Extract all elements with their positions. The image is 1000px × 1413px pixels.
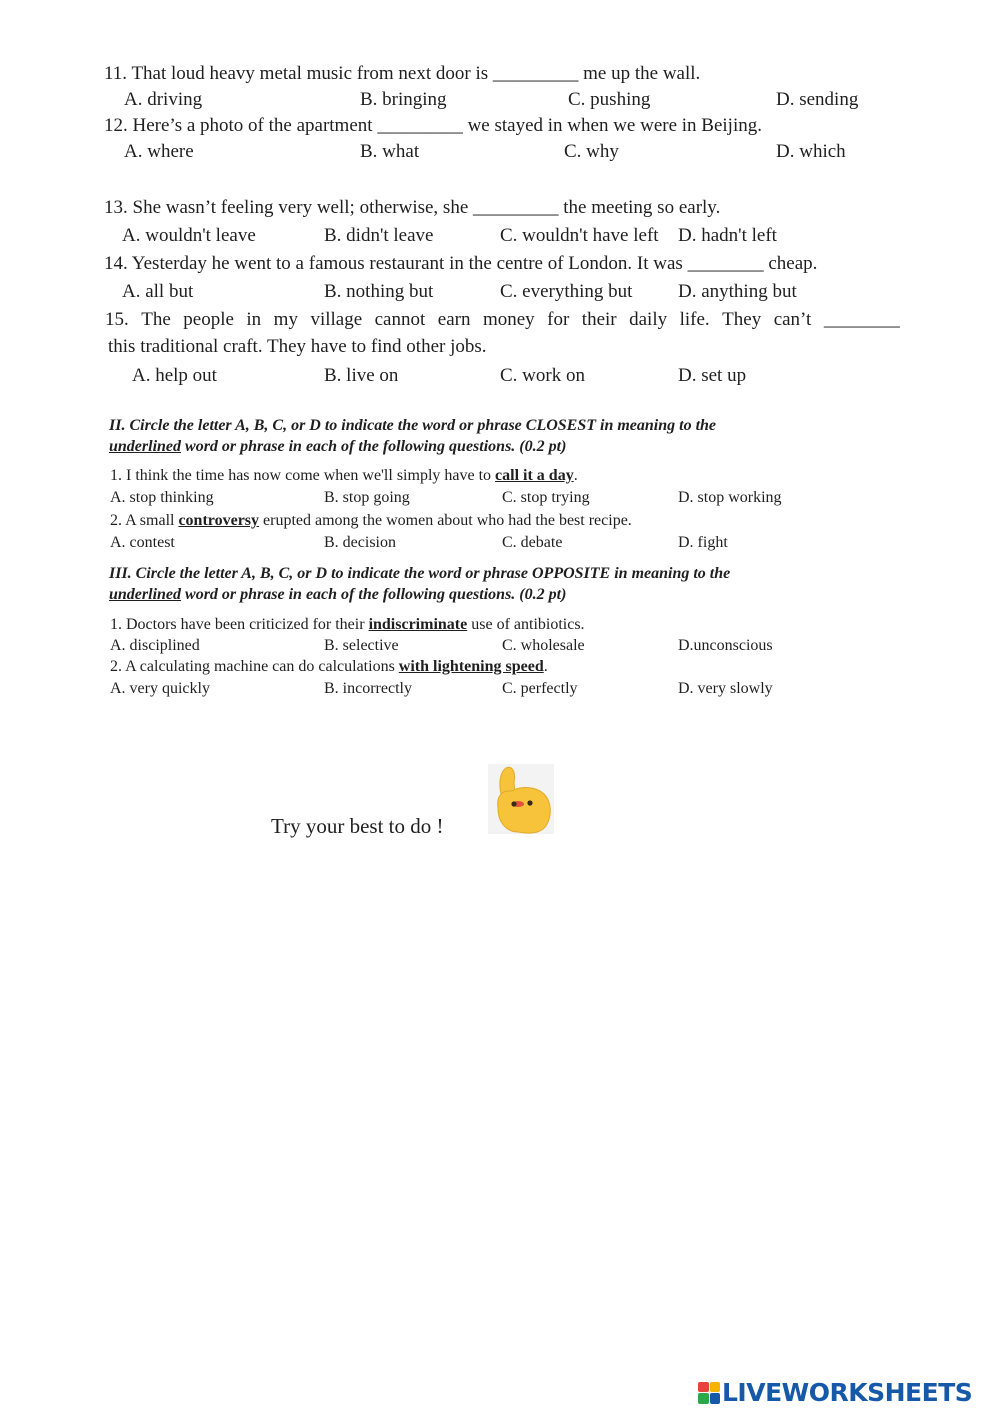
s2-q1-option-b[interactable]: B. stop going (324, 489, 410, 506)
raised-hand-emoji-icon (488, 764, 554, 834)
q14-option-d[interactable]: D. anything but (678, 281, 797, 302)
q13-stem: 13. She wasn’t feeling very well; otherwise, she _________ the meeting so early. (104, 197, 721, 218)
q13-option-c[interactable]: C. wouldn't have left (500, 225, 659, 246)
s3-q2-option-a[interactable]: A. very quickly (110, 680, 210, 697)
s2-q2-option-c[interactable]: C. debate (502, 534, 563, 551)
s2-q1-option-c[interactable]: C. stop trying (502, 489, 590, 506)
s3-q1-option-a[interactable]: A. disciplined (110, 637, 200, 654)
s3-q1-option-c[interactable]: C. wholesale (502, 637, 585, 654)
q11-option-b[interactable]: B. bringing (360, 89, 447, 110)
liveworksheets-wordmark: LIVEWORKSHEETS (722, 1378, 973, 1407)
q15-option-c[interactable]: C. work on (500, 365, 585, 386)
s3-q1-underlined: indiscriminate (368, 616, 468, 633)
q14-option-b[interactable]: B. nothing but (324, 281, 434, 302)
s3-q1-stem: 1. Doctors have been criticized for their indiscriminate use of antibiotics. (110, 616, 585, 633)
s2-q2-option-d[interactable]: D. fight (678, 534, 728, 551)
q13-option-a[interactable]: A. wouldn't leave (122, 225, 256, 246)
s2-q1-option-d[interactable]: D. stop working (678, 489, 782, 506)
s2-q1-underlined: call it a day (495, 467, 574, 484)
q13-option-d[interactable]: D. hadn't left (678, 225, 777, 246)
q15-option-b[interactable]: B. live on (324, 365, 399, 386)
section-3-instruction-line2: underlined word or phrase in each of the following questions. (0.2 pt) (109, 586, 567, 603)
s3-q2-stem: 2. A calculating machine can do calculations with lightening speed. (110, 658, 548, 675)
encouragement-text: Try your best to do ! (271, 814, 444, 838)
q11-stem: 11. That loud heavy metal music from next door is _________ me up the wall. (104, 63, 701, 84)
s2-q1-stem: 1. I think the time has now come when we'll simply have to call it a day. (110, 467, 578, 484)
q13-option-b[interactable]: B. didn't leave (324, 225, 434, 246)
s2-q2-stem: 2. A small controversy erupted among the women about who had the best recipe. (110, 512, 632, 529)
s3-q1-option-b[interactable]: B. selective (324, 637, 399, 654)
q14-stem: 14. Yesterday he went to a famous restaurant in the centre of London. It was ________ cheap. (104, 253, 818, 274)
section-2-instruction-line1: II. Circle the letter A, B, C, or D to indicate the word or phrase CLOSEST in meaning to the (109, 417, 717, 434)
s3-q2-underlined: with lightening speed (398, 658, 544, 675)
s2-q2-option-a[interactable]: A. contest (110, 534, 175, 551)
q15-option-a[interactable]: A. help out (132, 365, 217, 386)
liveworksheets-logo[interactable] (698, 1378, 972, 1407)
liveworksheets-mark-icon (698, 1382, 720, 1404)
q15-stem-line2: this traditional craft. They have to find other jobs. (108, 336, 487, 357)
q11-option-a[interactable]: A. driving (124, 89, 203, 110)
s2-q1-option-a[interactable]: A. stop thinking (110, 489, 214, 506)
q12-option-a[interactable]: A. where (124, 141, 194, 162)
q11-option-d[interactable]: D. sending (776, 89, 859, 110)
section-3-instruction-line1: III. Circle the letter A, B, C, or D to indicate the word or phrase OPPOSITE in meaning to the (109, 565, 731, 582)
q12-option-b[interactable]: B. what (360, 141, 420, 162)
q12-option-d[interactable]: D. which (776, 141, 846, 162)
q11-option-c[interactable]: C. pushing (568, 89, 651, 110)
s3-q2-option-d[interactable]: D. very slowly (678, 680, 773, 697)
q15-stem-line1: 15. The people in my village cannot earn money for their daily life. They can’t ________ (105, 309, 900, 330)
q12-option-c[interactable]: C. why (564, 141, 619, 162)
section-2-instruction-line2: underlined word or phrase in each of the following questions. (0.2 pt) (109, 438, 567, 455)
q14-option-a[interactable]: A. all but (122, 281, 194, 302)
q15-option-d[interactable]: D. set up (678, 365, 747, 386)
s2-q2-option-b[interactable]: B. decision (324, 534, 396, 551)
s3-q2-option-b[interactable]: B. incorrectly (324, 680, 412, 697)
s3-q2-option-c[interactable]: C. perfectly (502, 680, 578, 697)
q12-stem: 12. Here’s a photo of the apartment _________ we stayed in when we were in Beijing. (104, 115, 762, 136)
q14-option-c[interactable]: C. everything but (500, 281, 633, 302)
s3-q1-option-d[interactable]: D.unconscious (678, 637, 773, 654)
s2-q2-underlined: controversy (178, 512, 260, 529)
